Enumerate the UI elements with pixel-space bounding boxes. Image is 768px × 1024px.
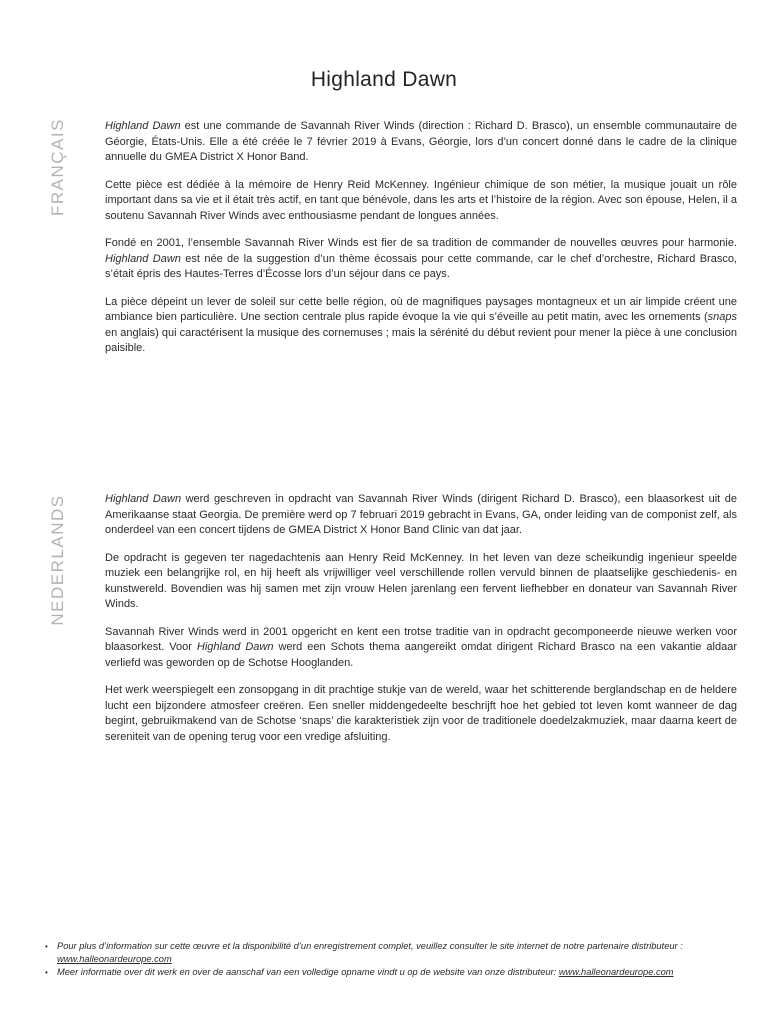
language-label-nederlands: NEDERLANDS	[48, 494, 67, 626]
paragraph-text: est née de la suggestion d’un thème écossais pour cette commande, car le chef d’orchestre, Richard Brasco, s’était épris des Hautes-Terres d’Écosse lors d’un séjour dans ce pays.	[105, 252, 737, 280]
work-title-italic: Highland Dawn	[196, 641, 274, 653]
work-title-italic: Highland Dawn	[105, 252, 181, 265]
footer-note-text	[57, 966, 745, 979]
paragraph-text: en anglais) qui caractérisent la musique des cornemuses ; mais la sérénité du début revient pour mener la pièce à une conclusion paisible.	[105, 326, 737, 354]
bullet-marker: •	[45, 968, 48, 977]
section-francais	[105, 119, 737, 357]
paragraph	[105, 492, 737, 539]
paragraph-text: La pièce dépeint un lever de soleil sur cette belle région, où de magnifiques paysages montagneux et un air limpide créent une ambiance bien particulière. Une section centrale plus rapide évoque la vie qui s’éveille au petit matin, avec les ornements (	[105, 295, 737, 323]
paragraph-text: werd geschreven in opdracht van Savannah River Winds (dirigent Richard D. Brasco), een blaasorkest uit de Amerikaanse staat Georgia. De première werd op 7 februari 2019 gebracht in Evans, GA, onder leiding van de componist zelf, als onderdeel van een concert tijdens de GMEA District X Honor Band Clinic van dat jaar.	[105, 493, 737, 536]
paragraph-text: est une commande de Savannah River Winds (direction : Richard D. Brasco), un ensemble communautaire de Géorgie, États-Unis. Elle a été créée le 7 février 2019 à Evans, Géorgie, lors d’un concert donné dans le cadre de la clinique annuelle du GMEA District X Honor Band.	[105, 120, 737, 163]
bullet-marker: •	[45, 942, 48, 951]
paragraph-text: Het werk weerspiegelt een zonsopgang in dit prachtige stukje van de wereld, waar het schitterende berglandschap en de heldere lucht een bijzondere atmosfeer creëren. Een sneller middengedeelte beschrijft hoe het gebied tot leven komt wanneer de dag begint, gebruikmakend van de Schotse ‘snaps’ die karakteristiek zijn voor de traditionele doedelzakmuziek, maar daarna keert de sereniteit van de opening terug voor een vredige afsluiting.	[105, 684, 737, 743]
paragraph-text: Fondé en 2001, l’ensemble Savannah River Winds est fier de sa tradition de commander de nouvelles œuvres pour harmonie.	[105, 237, 737, 249]
page-title: Highland Dawn	[310, 68, 458, 92]
paragraph-text: Savannah River Winds werd in 2001 opgericht en kent een trotse traditie van in opdracht gecomponeerde nieuwe werken voor blaasorkest. Voor	[105, 625, 737, 653]
footer-note-dutch	[45, 966, 745, 979]
paragraph	[105, 683, 737, 745]
footer-note-body: Pour plus d’information sur cette œuvre et la disponibilité d’un enregistrement complet, veuillez consulter le site internet de notre partenaire distributeur :	[57, 941, 683, 951]
paragraph	[105, 295, 737, 357]
language-label-francais: FRANÇAIS	[48, 118, 67, 216]
paragraph-text: Cette pièce est dédiée à la mémoire de Henry Reid McKenney. Ingénieur chimique de son métier, la musique jouait un rôle important dans sa vie et il était très actif, en tant que bénévole, dans les arts et l’histoire de la région. Avec son épouse, Helen, il a soutenu Savannah River Winds avec enthousiasme pendant de longues années.	[105, 178, 737, 222]
foreign-word-italic: snaps	[707, 311, 737, 323]
paragraph	[105, 625, 737, 672]
work-title-italic: Highland Dawn	[105, 493, 182, 505]
work-title-italic: Highland Dawn	[105, 120, 181, 132]
footer-note-body: Meer informatie over dit werk en over de aanschaf van een volledige opname vindt u op de website van onze distributeur:	[57, 967, 559, 977]
footer-notes	[45, 940, 745, 979]
footer-note-text	[57, 940, 745, 966]
paragraph	[105, 236, 737, 283]
paragraph	[105, 178, 737, 225]
paragraph	[105, 551, 737, 613]
section-nederlands	[105, 492, 737, 745]
paragraph-text: De opdracht is gegeven ter nagedachtenis aan Henry Reid McKenney. In het leven van deze scheikundig ingenieur speelde muziek een belangrijke rol, en hij heeft als vrijwilliger veel verschillende rollen vervuld binnen de plaatselijke geschiedenis- en kunstwereld. Bovendien was hij samen met zijn vrouw Helen jarenlang een fervent liefhebber en donateur van Savannah River Winds.	[105, 551, 737, 610]
paragraph-text: werd een Schots thema aangereikt omdat dirigent Richard Brasco na een vakantie aldaar verliefd was geworden op de Schotse Hooglanden.	[105, 641, 737, 669]
distributor-link[interactable]: www.halleonardeurope.com	[57, 954, 172, 964]
paragraph	[105, 119, 737, 166]
footer-note-french	[45, 940, 745, 966]
distributor-link[interactable]: www.halleonardeurope.com	[558, 967, 674, 977]
